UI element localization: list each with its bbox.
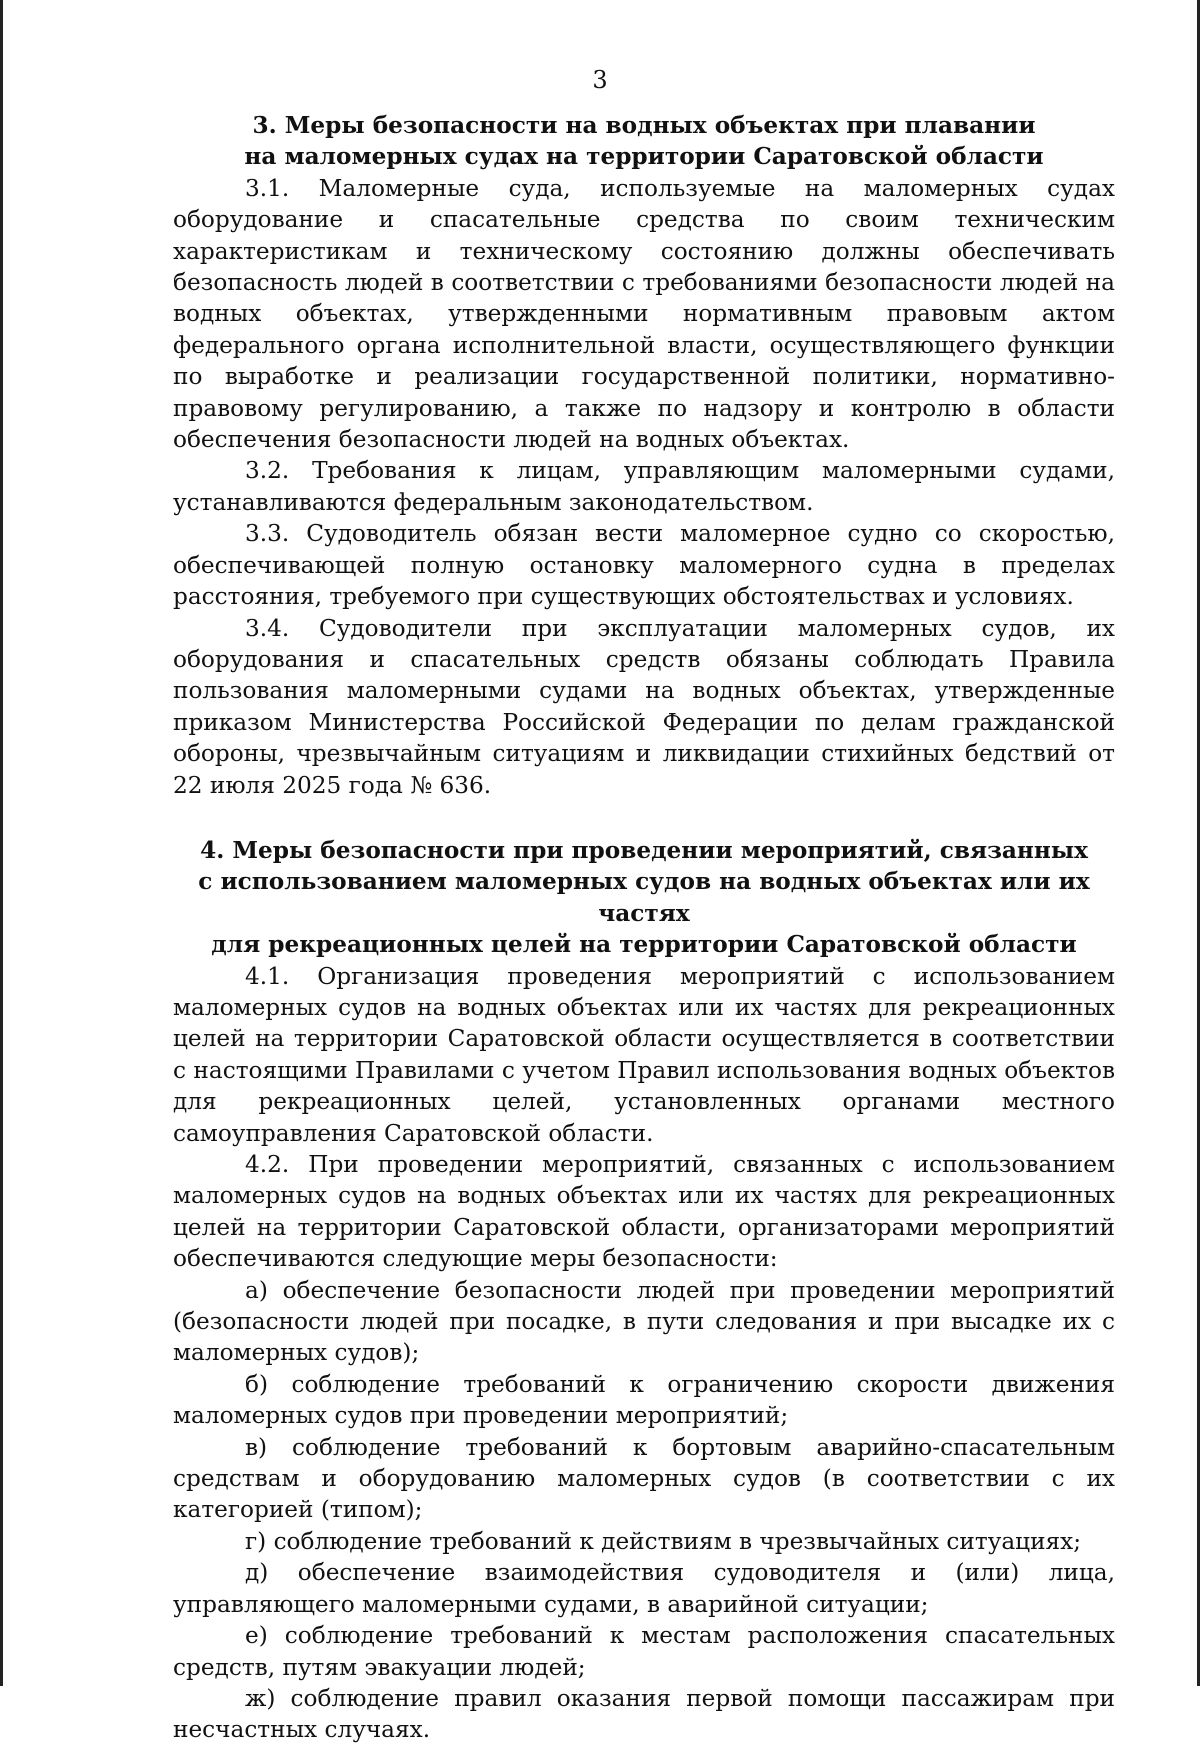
page-number: 3 [592, 66, 608, 94]
paragraph-3-4: 3.4. Судоводители при эксплуатации маломерных судов, их оборудования и спасательных средств обязаны соблюдать Правила пользования маломерными судами на водных объектах, утвержденные приказом Министерства Российской Федерации по делам гражданской обороны, чрезвычайным ситуациям и ликвидации стихийных бедствий от 22 июля 2025 года № 636. [173, 614, 1115, 799]
section-4-heading [173, 835, 1115, 961]
heading-line: для рекреационных целей на территории Саратовской области [211, 931, 1077, 959]
paragraph-3-3: 3.3. Судоводитель обязан вести маломерное судно со скоростью, обеспечивающей полную остановку маломерного судна в пределах расстояния, требуемого при существующих обстоятельствах и условиях. [173, 520, 1115, 611]
paragraph-3-2: 3.2. Требования к лицам, управляющим маломерными судами, устанавливаются федеральным законодательством. [173, 457, 1115, 516]
paragraph-4-2: 4.2. При проведении мероприятий, связанных с использованием маломерных судов на водных объектах или их частях для рекреационных целей на территории Саратовской области, организаторами мероприятий обеспечиваются следующие меры безопасности: [173, 1151, 1115, 1273]
list-item-zh: ж) соблюдение правил оказания первой помощи пассажирам при несчастных случаях. [173, 1684, 1115, 1744]
document-body [173, 110, 1115, 1746]
scan-edge-left [0, 0, 3, 1686]
paragraph-4-1: 4.1. Организация проведения мероприятий с использованием маломерных судов на водных объектах или их частях для рекреационных целей на территории Саратовской области осуществляется в соответствии с настоящими Правилами с учетом Правил использования водных объектов для рекреационных целей, установленных органами местного самоуправления Саратовской области. [173, 962, 1115, 1147]
list-item-g: г) соблюдение требований к действиям в чрезвычайных ситуациях; [245, 1527, 1082, 1555]
heading-line: на маломерных судах на территории Саратовской области [244, 143, 1044, 171]
heading-line: 4. Меры безопасности при проведении мероприятий, связанных [200, 836, 1088, 864]
section-3-heading [173, 110, 1115, 173]
list-item-a: а) обеспечение безопасности людей при проведении мероприятий (безопасности людей при посадке, в пути следования и при высадке их с маломерных судов); [173, 1276, 1115, 1367]
list-item-d: д) обеспечение взаимодействия судоводителя и (или) лица, управляющего маломерными судами, в аварийной ситуации; [173, 1559, 1115, 1618]
heading-line: 3. Меры безопасности на водных объектах при плавании [252, 112, 1036, 139]
heading-line: с использованием маломерных судов на водных объектах или их частях [198, 868, 1090, 927]
paragraph-3-1: 3.1. Маломерные суда, используемые на маломерных судах оборудование и спасательные средства по своим техническим характеристикам и техническому состоянию должны обеспечивать безопасность людей в соответствии с требованиями безопасности людей на водных объектах, утвержденными нормативным правовым актом федерального органа исполнительной власти, осуществляющего функции по выработке и реализации государственной политики, нормативно-правовому регулированию, а также по надзору и контролю в области обеспечения безопасности людей на водных объектах. [173, 174, 1115, 454]
list-item-v: в) соблюдение требований к бортовым аварийно-спасательным средствам и оборудованию маломерных судов (в соответствии с их категорией (типом); [173, 1433, 1115, 1524]
list-item-b: б) соблюдение требований к ограничению скорости движения маломерных судов при проведении мероприятий; [173, 1370, 1115, 1430]
list-item-e: е) соблюдение требований к местам расположения спасательных средств, путям эвакуации людей; [173, 1622, 1115, 1681]
